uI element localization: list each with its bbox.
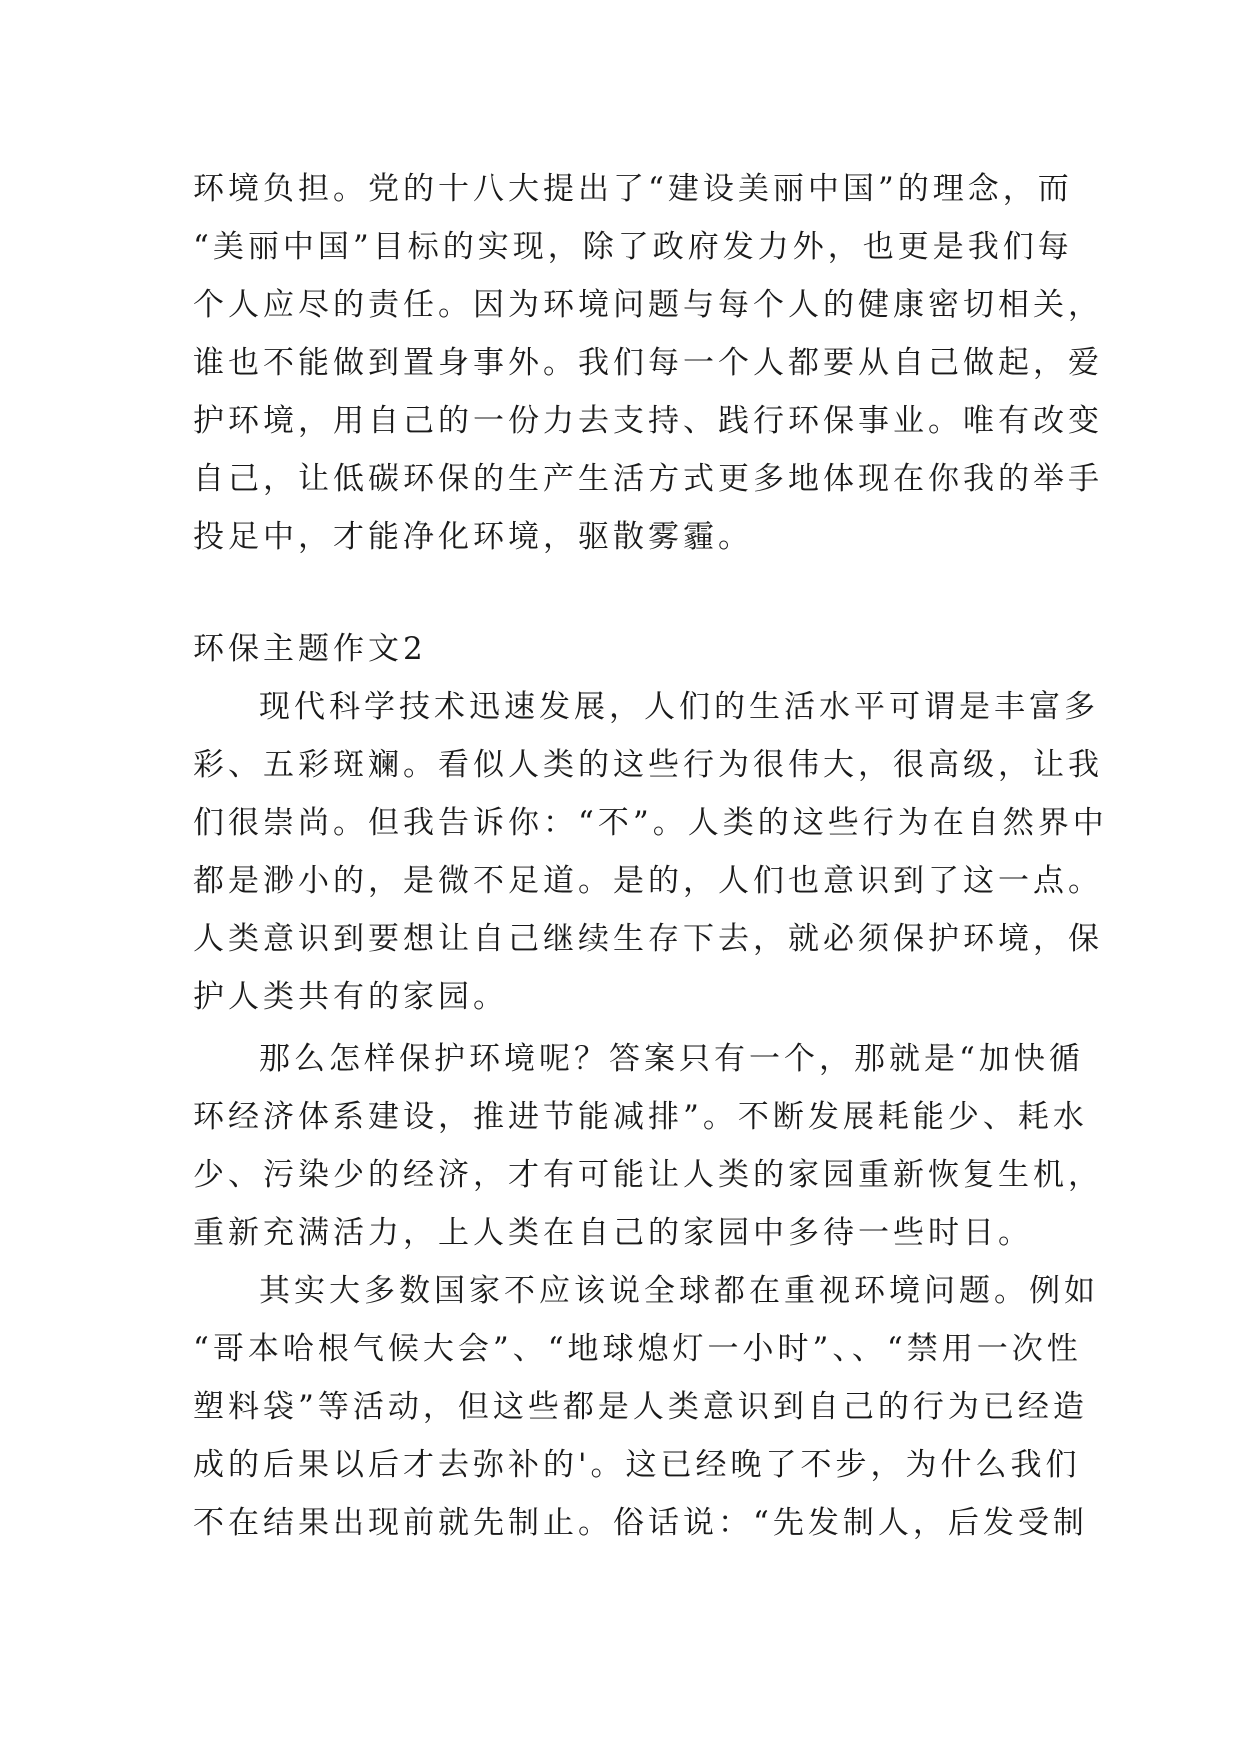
paragraph-3 [193, 1262, 1099, 1552]
text-line: “哥本哈根气候大会”、“地球熄灯一小时”、、“禁用一次性 [193, 1331, 1082, 1367]
section-title-block [193, 620, 1063, 678]
text-line: “美丽中国”目标的实现，除了政府发力外，也更是我们每 [193, 229, 1073, 265]
text-line: 谁也不能做到置身事外。我们每一个人都要从自己做起，爱 [193, 345, 1103, 381]
text-line: 们很崇尚。但我告诉你：“不”。人类的这些行为在自然界中 [193, 805, 1108, 841]
paragraph-1 [193, 678, 1108, 1026]
text-line: 环境负担。党的十八大提出了“建设美丽中国”的理念，而 [193, 171, 1073, 207]
text-line: 都是渺小的，是微不足道。是的，人们也意识到了这一点。 [193, 863, 1103, 899]
text-line: 护环境，用自己的一份力去支持、践行环保事业。唯有改变 [193, 403, 1103, 439]
text-line: 个人应尽的责任。因为环境问题与每个人的健康密切相关， [193, 287, 1103, 323]
text-line: 投足中，才能净化环境，驱散雾霾。 [193, 519, 753, 555]
text-line: 自己，让低碳环保的生产生活方式更多地体现在你我的举手 [193, 461, 1103, 497]
section-title: 环保主题作文2 [193, 631, 427, 667]
paragraph-2 [193, 1030, 1103, 1262]
text-line: 其实大多数国家不应该说全球都在重视环境问题。例如 [259, 1273, 1099, 1309]
text-line: 成的后果以后才去弥补的'。这已经晚了不步，为什么我们 [193, 1447, 1081, 1483]
text-line: 重新充满活力，上人类在自己的家园中多待一些时日。 [193, 1215, 1033, 1251]
text-line: 人类意识到要想让自己继续生存下去，就必须保护环境，保 [193, 921, 1103, 957]
text-line: 不在结果出现前就先制止。俗话说：“先发制人，后发受制 [193, 1505, 1088, 1541]
text-line: 环经济体系建设，推进节能减排”。不断发展耗能少、耗水 [193, 1099, 1088, 1135]
text-line: 塑料袋”等活动，但这些都是人类意识到自己的行为已经造 [193, 1389, 1088, 1425]
text-line: 护人类共有的家园。 [193, 979, 508, 1015]
text-line: 那么怎样保护环境呢？答案只有一个，那就是“加快循 [259, 1041, 1084, 1077]
text-line: 彩、五彩斑斓。看似人类的这些行为很伟大，很高级，让我 [193, 747, 1103, 783]
text-line: 少、污染少的经济，才有可能让人类的家园重新恢复生机， [193, 1157, 1103, 1193]
text-line: 现代科学技术迅速发展，人们的生活水平可谓是丰富多 [259, 689, 1099, 725]
continued-paragraph [193, 160, 1103, 566]
